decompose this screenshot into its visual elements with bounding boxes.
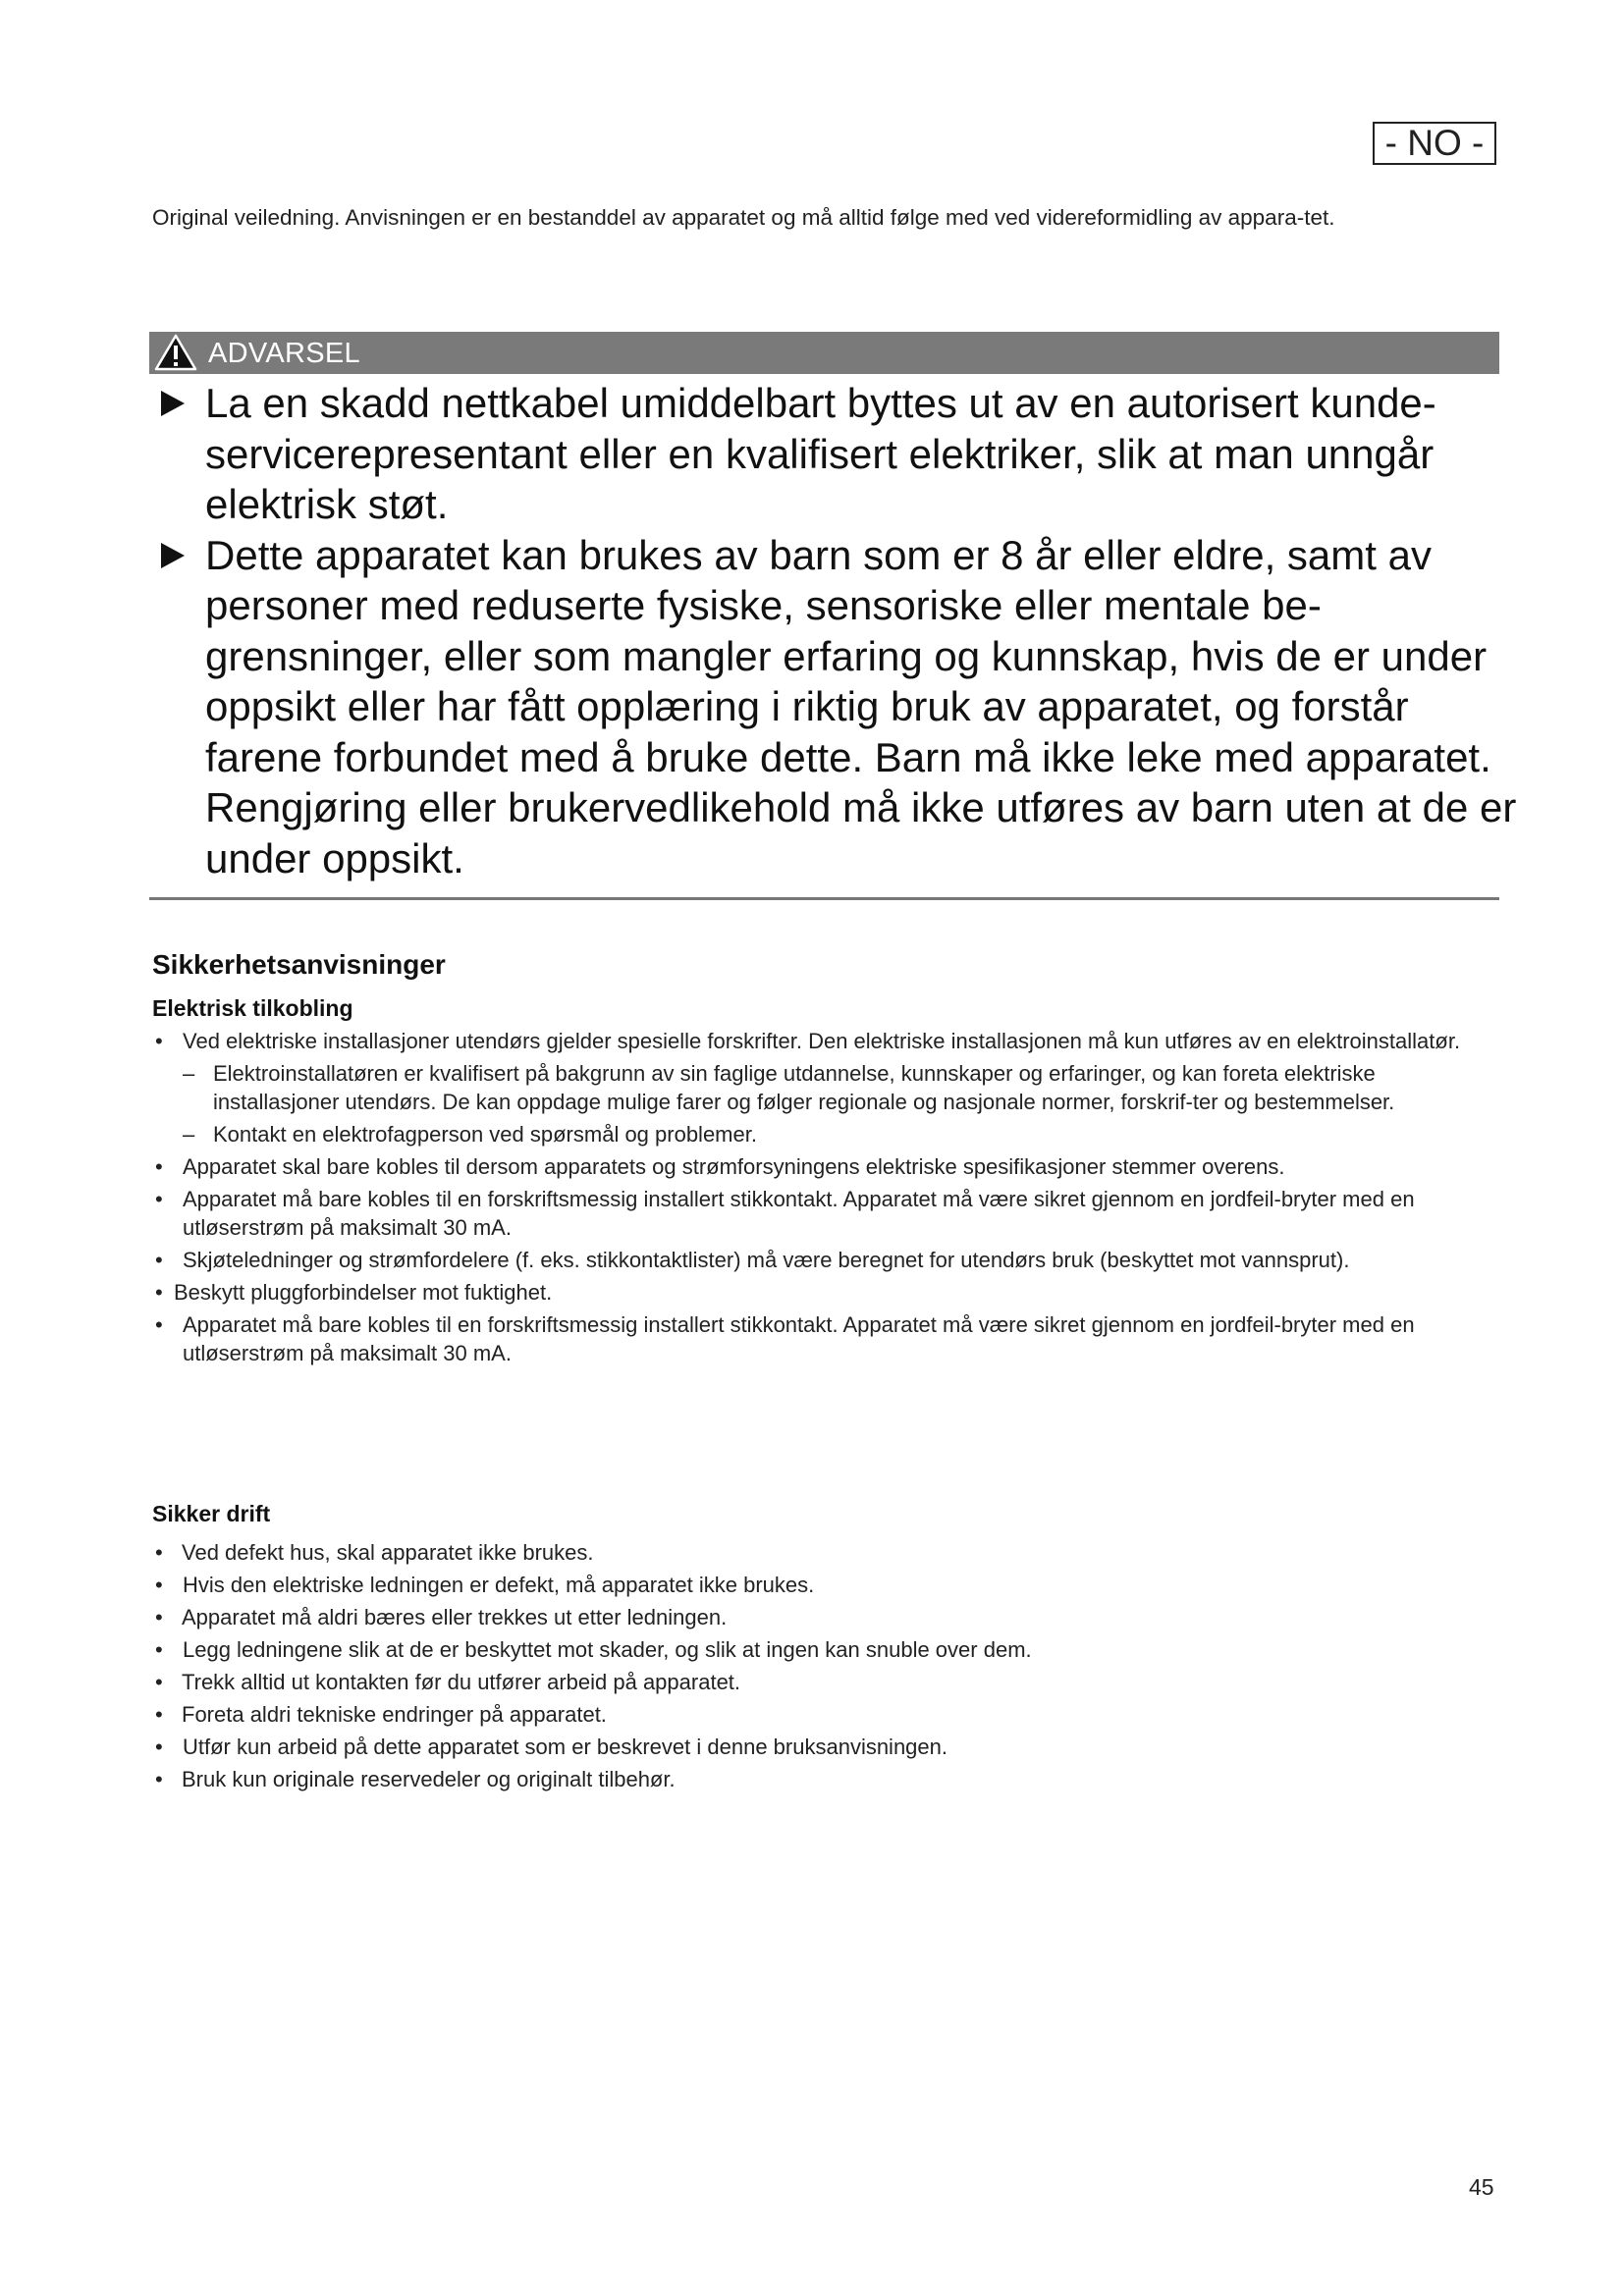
list-item-text: Apparatet må aldri bæres eller trekkes ut etter ledningen. (182, 1605, 728, 1629)
warning-item (149, 530, 1524, 884)
list-item (152, 1152, 1507, 1181)
bullet-icon: • (155, 1248, 163, 1272)
list-subitem (152, 1059, 1507, 1116)
subsection-title-electrical: Elektrisk tilkobling (152, 995, 353, 1021)
warning-header (149, 332, 1499, 374)
list-item-text: Apparatet skal bare kobles til dersom apparatets og strømforsyningens elektriske spesifikasjoner stemmer overens. (183, 1154, 1285, 1179)
bullet-icon: • (155, 1702, 163, 1727)
list-item-text: Foreta aldri tekniske endringer på apparatet. (182, 1702, 607, 1727)
bullet-icon: • (155, 1767, 163, 1791)
dash-icon: – (183, 1122, 195, 1147)
list-item (152, 1185, 1507, 1242)
play-arrow-icon (161, 391, 185, 416)
list-item-text: Ved elektriske installasjoner utendørs gjelder spesielle forskrifter. Den elektriske installasjonen må kun utføres av en elektroinstallatør. (183, 1029, 1461, 1053)
list-item (152, 1765, 1507, 1793)
list-item (152, 1246, 1507, 1274)
bullet-icon: • (155, 1670, 163, 1694)
list-item-text: Bruk kun originale reservedeler og originalt tilbehør. (182, 1767, 676, 1791)
subsection-title-operation: Sikker drift (152, 1501, 271, 1526)
bullet-icon: • (155, 1029, 163, 1053)
bullet-icon: • (155, 1312, 163, 1337)
page-number: 45 (1469, 2174, 1494, 2200)
intro-text: Original veiledning. Anvisningen er en bestanddel av apparatet og må alltid følge med ved videreformidling av appara-tet. (152, 205, 1335, 230)
list-item-text: Utfør kun arbeid på dette apparatet som er beskrevet i denne bruksanvisningen. (183, 1735, 948, 1759)
list-item (152, 1310, 1507, 1367)
list-item-text: Apparatet må bare kobles til en forskriftsmessig installert stikkontakt. Apparatet må være sikret gjennom en jordfeil-bryter med en utløserstrøm på maksimalt 30 mA. (183, 1187, 1415, 1240)
language-label: - NO - (1373, 122, 1496, 165)
list-item (152, 1733, 1507, 1761)
list-item-text: Hvis den elektriske ledningen er defekt, må apparatet ikke brukes. (183, 1573, 815, 1597)
list-subitem (152, 1120, 1507, 1148)
list-item (152, 1027, 1507, 1055)
bullet-icon: • (155, 1637, 163, 1662)
list-item-text: Apparatet må bare kobles til en forskriftsmessig installert stikkontakt. Apparatet må være sikret gjennom en jordfeil-bryter med en utløserstrøm på maksimalt 30 mA. (183, 1312, 1415, 1365)
section-title: Sikkerhetsanvisninger (152, 949, 446, 980)
list-item (152, 1635, 1507, 1664)
list-item (152, 1538, 1507, 1567)
list-item (152, 1278, 1507, 1307)
warning-divider (149, 897, 1499, 900)
list-item-text: Beskytt pluggforbindelser mot fuktighet. (174, 1280, 553, 1305)
list-item-text: Kontakt en elektrofagperson ved spørsmål og problemer. (213, 1122, 757, 1147)
warning-triangle-icon (154, 334, 197, 371)
list-item (152, 1603, 1507, 1631)
warning-list (149, 378, 1524, 883)
list-item-text: Elektroinstallatøren er kvalifisert på bakgrunn av sin faglige utdannelse, kunnskaper og erfaringer, og kan foreta elektriske installasjoner utendørs. De kan oppdage mulige farer og følger regionale og nasjonale normer, forskrif-ter og bestemmelser. (213, 1061, 1395, 1114)
operation-list (152, 1538, 1507, 1797)
dash-icon: – (183, 1061, 195, 1086)
play-arrow-icon (161, 543, 185, 568)
list-item (152, 1571, 1507, 1599)
list-item-text: Legg ledningene slik at de er beskyttet mot skader, og slik at ingen kan snuble over dem. (183, 1637, 1032, 1662)
bullet-icon: • (155, 1605, 163, 1629)
warning-item-text: Dette apparatet kan brukes av barn som er 8 år eller eldre, samt av personer med reduserte fysiske, sensoriske eller mentale be-grensninger, eller som mangler erfaring og kunnskap, hvis de er under oppsikt eller har fått opplæring i riktig bruk av apparatet, og forstår farene forbundet med å bruke dette. Barn må ikke leke med apparatet. Rengjøring eller brukervedlikehold må ikke utføres av barn uten at de er under oppsikt. (205, 531, 1517, 881)
bullet-icon: • (155, 1280, 163, 1305)
bullet-icon: • (155, 1154, 163, 1179)
bullet-icon: • (155, 1573, 163, 1597)
warning-title: ADVARSEL (208, 338, 360, 369)
list-item-text: Skjøteledninger og strømfordelere (f. eks. stikkontaktlister) må være beregnet for utendørs bruk (beskyttet mot vannsprut). (183, 1248, 1350, 1272)
warning-item-text: La en skadd nettkabel umiddelbart byttes ut av en autorisert kunde-servicerepresentant eller en kvalifisert elektriker, slik at man unngår elektrisk støt. (205, 380, 1436, 527)
list-item (152, 1700, 1507, 1729)
warning-item (149, 378, 1524, 530)
bullet-icon: • (155, 1540, 163, 1565)
bullet-icon: • (155, 1735, 163, 1759)
electrical-list (152, 1027, 1507, 1371)
list-item-text: Ved defekt hus, skal apparatet ikke brukes. (182, 1540, 594, 1565)
list-item (152, 1668, 1507, 1696)
list-item-text: Trekk alltid ut kontakten før du utfører arbeid på apparatet. (182, 1670, 741, 1694)
bullet-icon: • (155, 1187, 163, 1211)
